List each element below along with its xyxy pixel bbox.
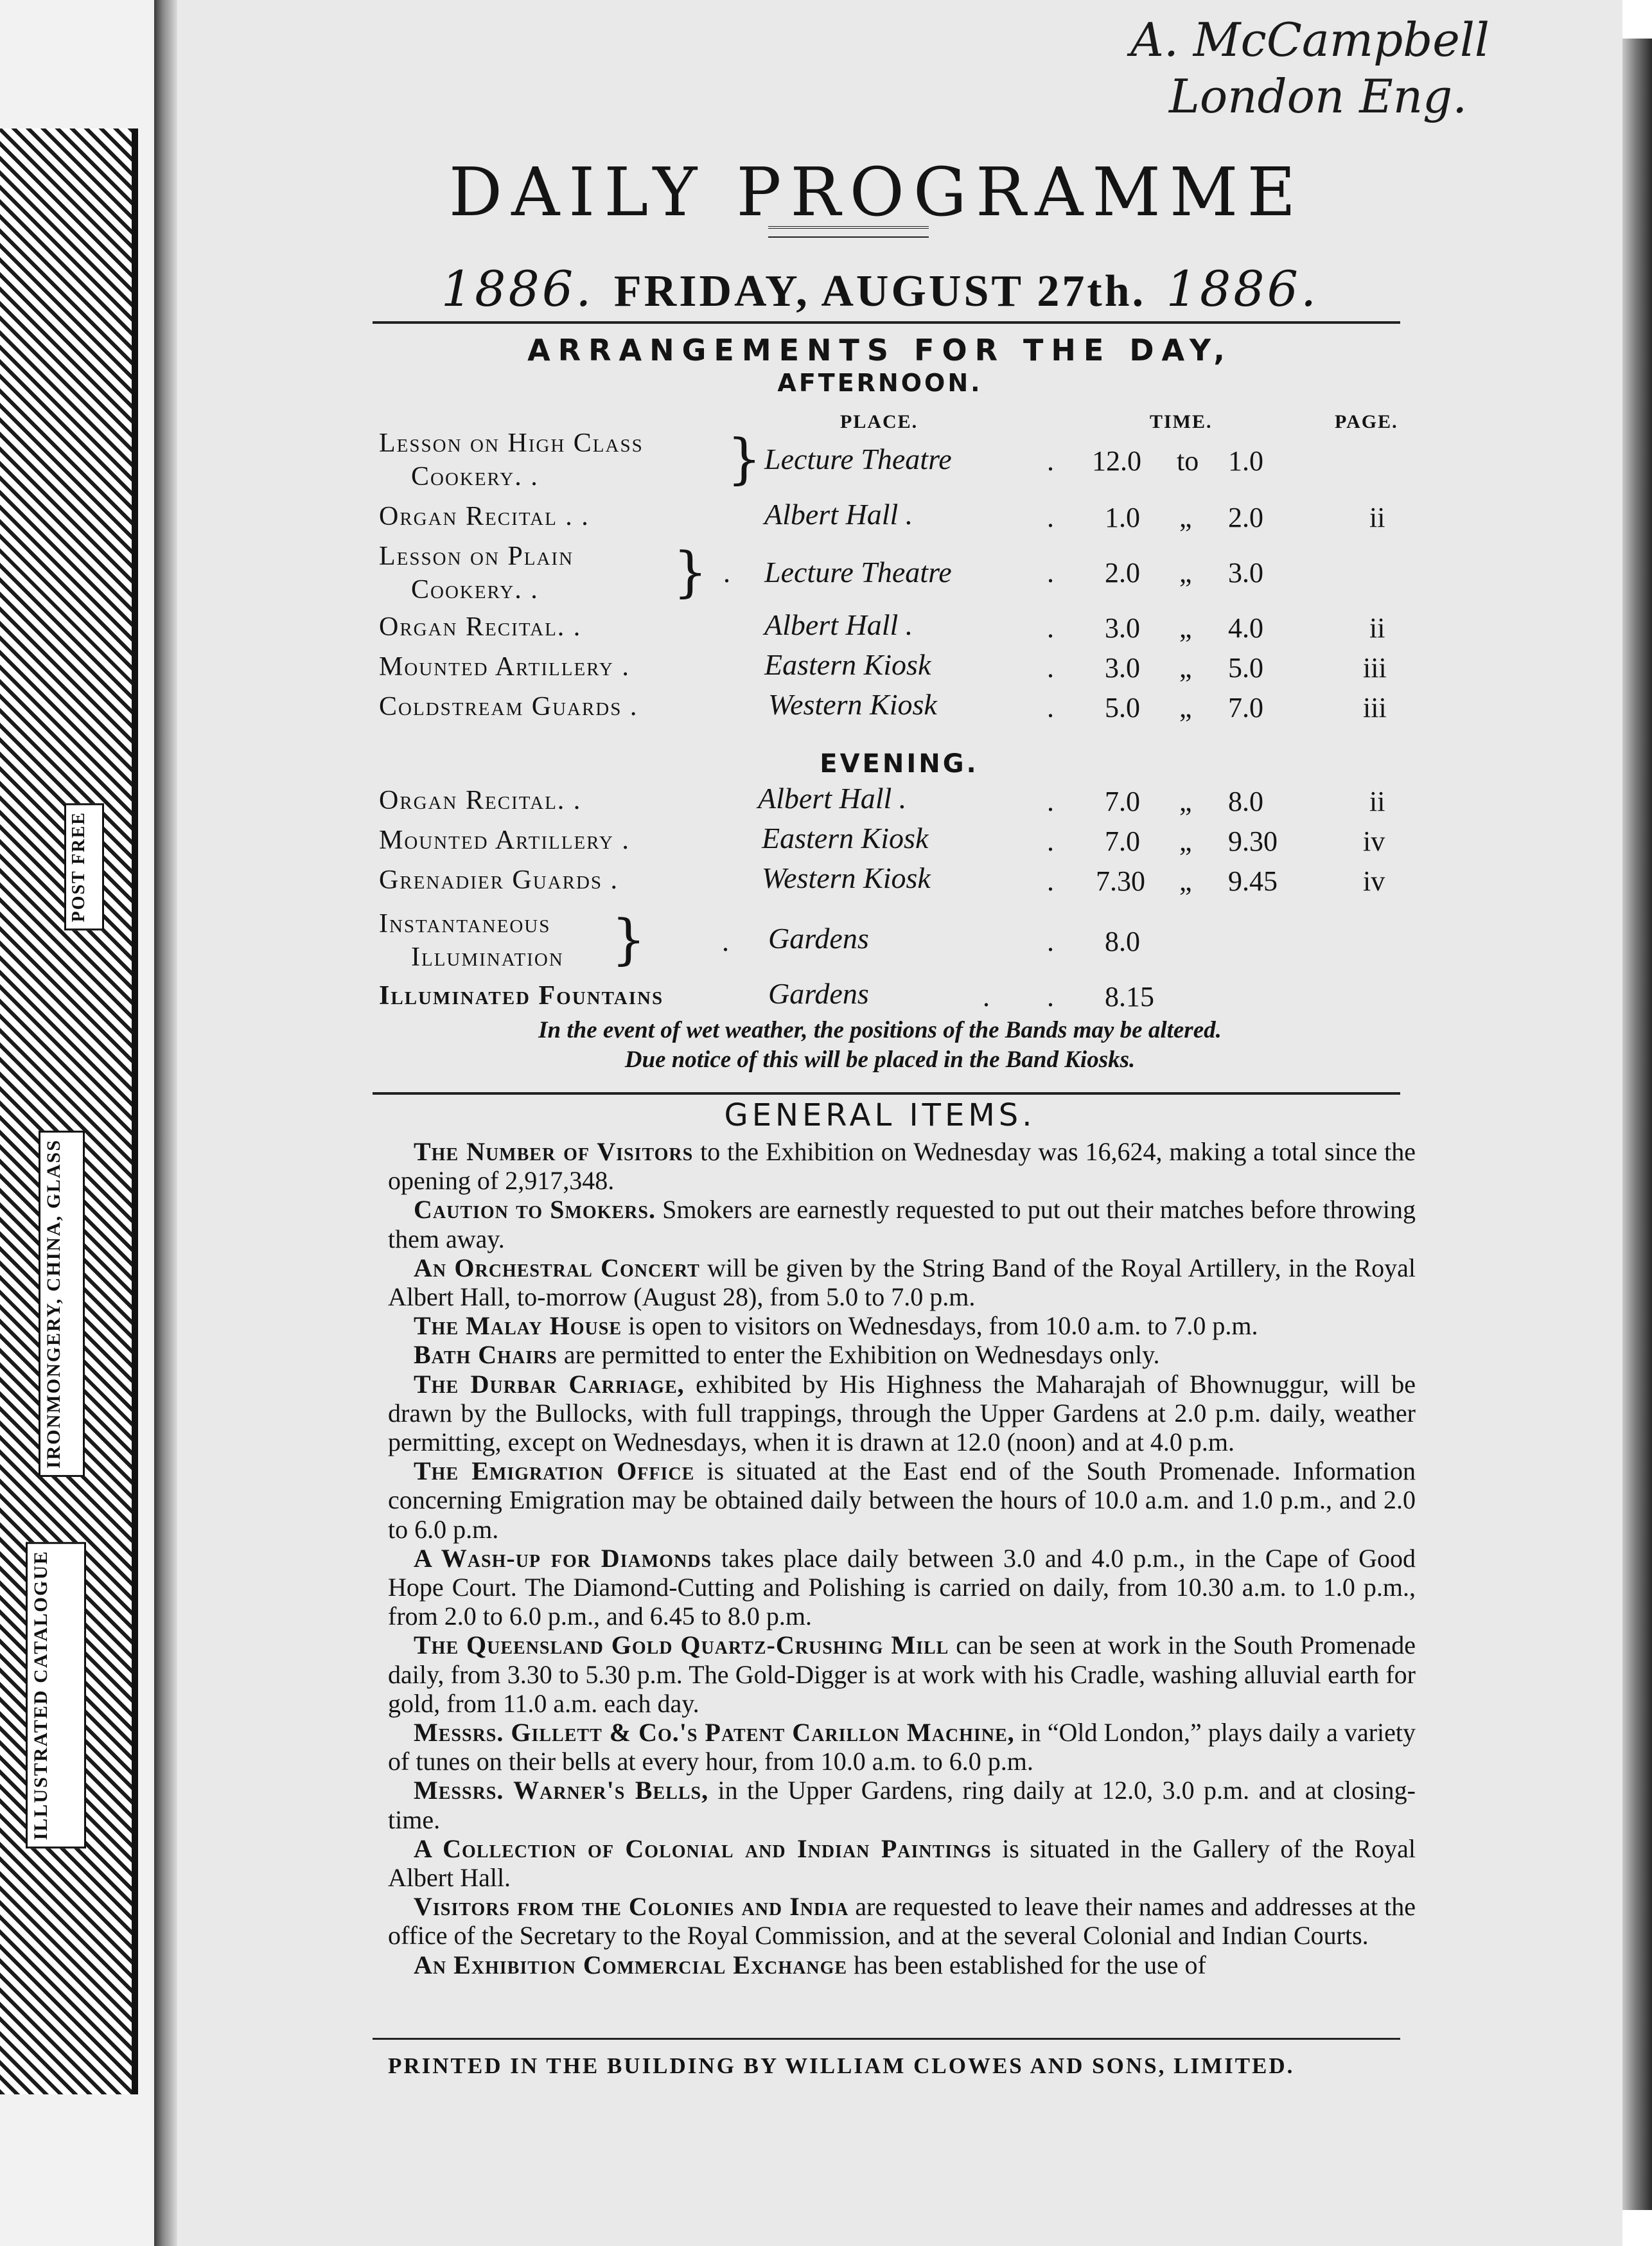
handwritten-location: London Eng. xyxy=(1169,69,1468,123)
time-separator: to xyxy=(1177,445,1199,477)
page-column-header: PAGE. xyxy=(1335,411,1398,432)
time-from: 3.0 xyxy=(1105,612,1140,644)
event-place: Western Kiosk xyxy=(768,688,937,721)
right-page-edge xyxy=(1622,39,1652,2210)
item-lead: The Malay House xyxy=(414,1311,622,1341)
leader-dot: . xyxy=(1047,692,1054,723)
title-ornament-rule xyxy=(768,226,929,238)
band-kiosk-note: Due notice of this will be placed in the Band Kiosks. xyxy=(624,1047,1136,1073)
schedule-row xyxy=(0,498,1652,540)
time-separator: „ xyxy=(1179,786,1192,817)
item-text: is situated at the East end of the South Promenade. Information concerning Emigration may be obtained daily between the hours of 10.0 a.m. and 1.0 p.m., and 2.0 to 6.0 p.m. xyxy=(388,1456,1416,1544)
event-place: Albert Hall . xyxy=(764,608,913,641)
general-item xyxy=(388,1718,1416,1776)
leader-dot: . xyxy=(722,926,729,957)
item-text: to the Exhibition on Wednesday was 16,624, making a total since the opening of 2,917,348. xyxy=(388,1137,1416,1196)
event-place: Gardens xyxy=(768,977,869,1010)
general-item xyxy=(388,1892,1416,1950)
time-separator: „ xyxy=(1179,692,1192,723)
item-lead: Messrs. Warner's Bells, xyxy=(414,1776,709,1805)
place-column-header: PLACE. xyxy=(840,411,918,432)
schedule-row xyxy=(0,688,1652,730)
section-rule xyxy=(373,1092,1400,1095)
schedule-row xyxy=(0,822,1652,863)
leader-dot: . xyxy=(1047,865,1054,897)
time-from: 8.15 xyxy=(1105,981,1154,1012)
event-place: Albert Hall . xyxy=(758,782,907,815)
event-name: Lesson on High Class xyxy=(379,429,644,458)
dateline xyxy=(385,260,1375,324)
page-ref: iii xyxy=(1363,652,1387,684)
event-name-continued: Cookery. . xyxy=(411,462,539,491)
time-to: 3.0 xyxy=(1228,557,1263,588)
item-lead: A Wash-up for Diamonds xyxy=(414,1543,712,1573)
general-item xyxy=(388,1834,1416,1892)
event-name: Instantaneous xyxy=(379,909,551,939)
time-from: 7.0 xyxy=(1105,786,1140,817)
item-text: Smokers are earnestly requested to put out their matches before throwing them away. xyxy=(388,1195,1416,1253)
item-text: is open to visitors on Wednesdays, from 10.0 a.m. to 7.0 p.m. xyxy=(622,1311,1258,1341)
event-name: Grenadier Guards . xyxy=(379,865,619,895)
event-name-continued: Illumination xyxy=(411,942,564,972)
event-name: Lesson on Plain xyxy=(379,542,574,571)
leader-dot: . xyxy=(1047,826,1054,857)
page-ref: ii xyxy=(1369,502,1385,533)
time-from: 5.0 xyxy=(1105,692,1140,723)
footer-rule xyxy=(373,2038,1400,2040)
item-lead: The Emigration Office xyxy=(414,1456,695,1486)
time-from: 3.0 xyxy=(1105,652,1140,684)
leader-dot: . xyxy=(1047,557,1054,588)
time-from: 12.0 xyxy=(1092,445,1141,477)
handwritten-year-left: 1886. xyxy=(441,260,594,317)
schedule-row xyxy=(0,541,1652,612)
time-to: 9.30 xyxy=(1228,826,1278,857)
item-lead: An Orchestral Concert xyxy=(414,1253,700,1282)
item-text: in “Old London,” plays daily a variety of tunes on their bells at every hour, from 10.0 a.m. to 6.0 p.m. xyxy=(388,1718,1416,1776)
time-from: 7.0 xyxy=(1105,826,1140,857)
time-column-header: TIME. xyxy=(1150,411,1213,432)
time-to: 1.0 xyxy=(1228,445,1263,477)
leader-dot: . xyxy=(1047,652,1054,684)
item-text: are requested to leave their names and addresses at the office of the Secretary to the Royal Commission, and at the several Colonial and Indian Courts. xyxy=(388,1892,1416,1950)
leader-dot: . xyxy=(1047,981,1054,1012)
item-text: will be given by the String Band of the Royal Artillery, in the Royal Albert Hall, to-morrow (August 28), from 5.0 to 7.0 p.m. xyxy=(388,1253,1416,1312)
general-item xyxy=(388,1137,1416,1195)
item-lead: Visitors from the Colonies and India xyxy=(414,1892,849,1922)
event-name: Coldstream Guards . xyxy=(379,692,638,721)
item-lead: The Durbar Carriage, xyxy=(414,1369,685,1399)
time-separator: „ xyxy=(1179,652,1192,684)
general-items-heading: GENERAL ITEMS. xyxy=(724,1097,1036,1133)
event-name: Mounted Artillery . xyxy=(379,826,630,855)
item-text: are permitted to enter the Exhibition on Wednesdays only. xyxy=(557,1340,1160,1370)
leader-dot: . xyxy=(1047,612,1054,644)
wet-weather-note: In the event of wet weather, the positions of the Bands may be altered. xyxy=(538,1017,1222,1043)
catalogue-advertisement-engraving xyxy=(0,128,138,2094)
item-lead: The Number of Visitors xyxy=(414,1137,694,1166)
event-place: Albert Hall . xyxy=(764,498,913,531)
book-spine-shadow xyxy=(154,0,177,2246)
event-name: Organ Recital. . xyxy=(379,612,582,642)
page-ref: ii xyxy=(1369,612,1385,644)
event-place: Lecture Theatre xyxy=(764,556,952,588)
general-item xyxy=(388,1253,1416,1311)
schedule-row xyxy=(0,648,1652,690)
page-ref: iii xyxy=(1363,692,1387,723)
leader-dot: . xyxy=(983,981,990,1012)
ad-label-post-free: POST FREE xyxy=(64,803,104,930)
general-item xyxy=(388,1340,1416,1369)
item-lead: The Queensland Gold Quartz-Crushing Mill xyxy=(414,1631,949,1660)
time-to: 8.0 xyxy=(1228,786,1263,817)
leader-dot: . xyxy=(1047,926,1054,957)
leader-dot: . xyxy=(1047,445,1054,477)
item-text: is situated in the Gallery of the Royal Albert Hall. xyxy=(388,1834,1416,1893)
schedule-row xyxy=(0,428,1652,499)
dateline-rule xyxy=(373,321,1400,324)
general-items-text xyxy=(388,1137,1416,1979)
time-to: 9.45 xyxy=(1228,865,1278,897)
general-item xyxy=(388,1544,1416,1631)
general-item xyxy=(388,1631,1416,1718)
arrangements-heading: ARRANGEMENTS FOR THE DAY, xyxy=(527,333,1233,367)
handwritten-signature: A. McCampbell xyxy=(1130,13,1489,67)
item-lead: A Collection of Colonial and Indian Paintings xyxy=(414,1834,992,1863)
printer-imprint: PRINTED IN THE BUILDING BY WILLIAM CLOWES AND SONS, LIMITED. xyxy=(388,2053,1295,2078)
general-item xyxy=(388,1776,1416,1834)
time-from: 2.0 xyxy=(1105,557,1140,588)
ad-label-ironmongery: IRONMONGERY, CHINA, GLASS xyxy=(39,1131,85,1477)
general-item xyxy=(388,1311,1416,1340)
time-separator: „ xyxy=(1179,612,1192,644)
evening-heading: EVENING. xyxy=(820,749,979,779)
time-to: 4.0 xyxy=(1228,612,1263,644)
page-ref: iv xyxy=(1363,826,1385,857)
afternoon-heading: AFTERNOON. xyxy=(777,369,983,397)
item-lead: An Exhibition Commercial Exchange xyxy=(414,1950,848,1979)
ad-label-catalogue: ILLUSTRATED CATALOGUE xyxy=(26,1542,86,1848)
time-to: 2.0 xyxy=(1228,502,1263,533)
item-text: exhibited by His Highness the Maharajah of Bhownuggur, will be drawn by the Bullocks, with full trappings, through the Upper Gardens at 2.0 p.m. daily, weather permitting, except on Wednesdays, when it is drawn at 12.0 (noon) and at 4.0 p.m. xyxy=(388,1369,1416,1457)
item-lead: Messrs. Gillett & Co.'s Patent Carillon Machine, xyxy=(414,1718,1015,1747)
leader-dot: . xyxy=(1047,502,1054,533)
brace-glyph: } xyxy=(727,427,762,490)
general-item xyxy=(388,1195,1416,1253)
schedule-row xyxy=(0,782,1652,824)
item-text: takes place daily between 3.0 and 4.0 p.m., in the Cape of Good Hope Court. The Diamond-Cutting and Polishing is carried on daily, from 10.30 a.m. to 1.0 p.m., from 2.0 to 6.0 p.m., and 6.45 to 8.0 p.m. xyxy=(388,1543,1416,1631)
event-name: Organ Recital . . xyxy=(379,502,590,531)
general-item xyxy=(388,1370,1416,1457)
event-name-continued: Cookery. . xyxy=(411,575,539,605)
event-name: Illuminated Fountains xyxy=(379,981,664,1011)
item-lead: Bath Chairs xyxy=(414,1340,558,1370)
event-name: Organ Recital. . xyxy=(379,786,582,815)
time-to: 5.0 xyxy=(1228,652,1263,684)
handwritten-year-right: 1886. xyxy=(1166,260,1319,317)
item-text: has been established for the use of xyxy=(847,1950,1206,1979)
leader-dot: . xyxy=(723,557,730,588)
time-from: 1.0 xyxy=(1105,502,1140,533)
schedule-row xyxy=(0,908,1652,979)
brace-glyph: } xyxy=(611,908,646,971)
time-separator: „ xyxy=(1179,502,1192,533)
event-place: Eastern Kiosk xyxy=(762,822,929,854)
time-separator: „ xyxy=(1179,865,1192,897)
time-from: 7.30 xyxy=(1096,865,1145,897)
programme-date: FRIDAY, AUGUST 27th. xyxy=(613,267,1147,316)
event-place: Gardens xyxy=(768,922,869,955)
page-ref: iv xyxy=(1363,865,1385,897)
general-item xyxy=(388,1456,1416,1544)
brace-glyph: } xyxy=(673,540,708,603)
page-ref: ii xyxy=(1369,786,1385,817)
event-place: Lecture Theatre xyxy=(764,443,952,475)
item-lead: Caution to Smokers. xyxy=(414,1195,656,1225)
leader-dot: . xyxy=(1047,786,1054,817)
event-place: Western Kiosk xyxy=(762,862,931,894)
time-from: 8.0 xyxy=(1105,926,1140,957)
page-title: DAILY PROGRAMME xyxy=(448,153,1305,231)
general-item xyxy=(388,1950,1416,1979)
time-to: 7.0 xyxy=(1228,692,1263,723)
item-text: in the Upper Gardens, ring daily at 12.0, 3.0 p.m. and at closing-time. xyxy=(388,1776,1416,1834)
schedule-row xyxy=(0,608,1652,650)
time-separator: „ xyxy=(1179,557,1192,588)
time-separator: „ xyxy=(1179,826,1192,857)
schedule-row xyxy=(0,862,1652,903)
event-name: Mounted Artillery . xyxy=(379,652,630,682)
item-text: can be seen at work in the South Promenade daily, from 3.30 to 5.30 p.m. The Gold-Digger is at work with his Cradle, washing alluvial earth for gold, from 11.0 a.m. each day. xyxy=(388,1631,1416,1718)
schedule-row xyxy=(0,977,1652,1019)
event-place: Eastern Kiosk xyxy=(764,648,931,681)
